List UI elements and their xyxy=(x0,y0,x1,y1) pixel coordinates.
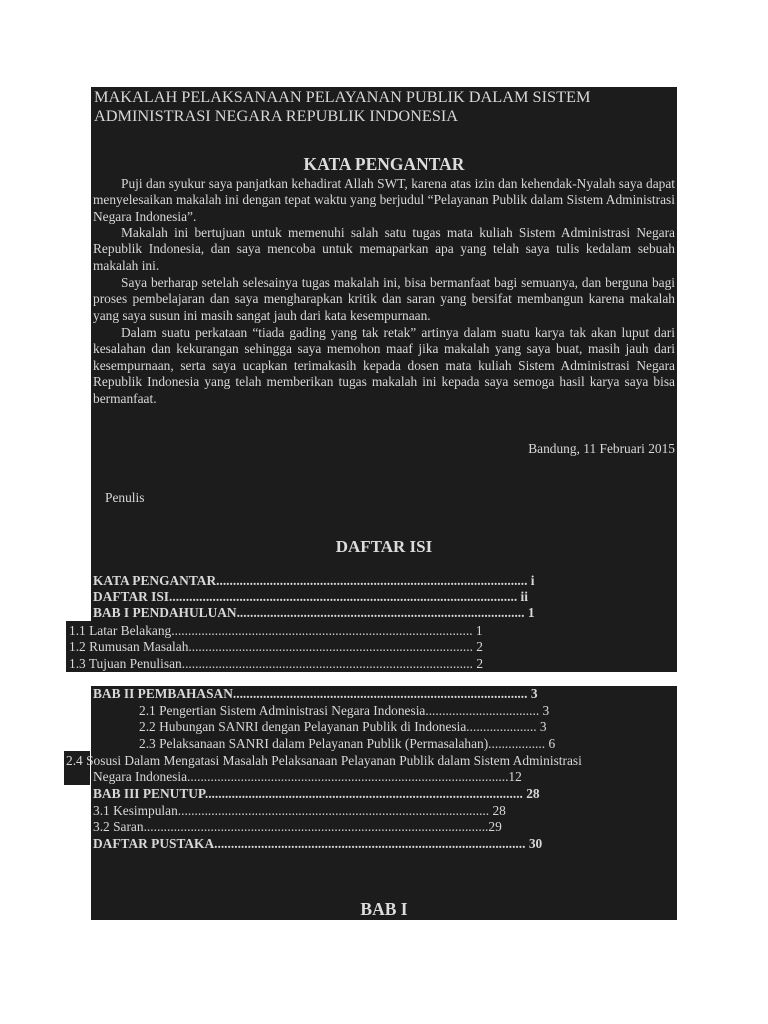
toc-entry-2-1: 2.1 Pengertian Sistem Administrasi Negara Indonesia.................................. 3 xyxy=(139,703,550,718)
toc-entry-2-2: 2.2 Hubungan SANRI dengan Pelayanan Publik di Indonesia..................... 3 xyxy=(139,719,547,734)
toc-entry-daftar-pustaka: DAFTAR PUSTAKA............................................................................................. 30 xyxy=(93,836,543,851)
document-title-line2: ADMINISTRASI NEGARA REPUBLIK INDONESIA xyxy=(94,106,459,125)
daftar-isi-heading: DAFTAR ISI xyxy=(335,537,433,556)
kata-pengantar-heading: KATA PENGANTAR xyxy=(303,154,465,174)
place-date: Bandung, 11 Februari 2015 xyxy=(528,441,675,456)
toc-entry-1-2: 1.2 Rumusan Masalah..................................................................................... 2 xyxy=(69,639,483,654)
toc-entry-3-1: 3.1 Kesimpulan............................................................................................. 28 xyxy=(93,803,506,818)
paragraph-4: Dalam suatu perkataan “tiada gading yang tak retak” artinya dalam suatu karya tak akan luput dari kesalahan dan kekurangan sehingga saya memohon maaf jika makalah yang saya buat, masih jauh dari kesempurnaan, serta saya ucapkan terimakasih kepada dosen mata kuliah Sistem Administrasi Negara Republik Indonesia yang telah memberikan tugas makalah ini kepada saya semoga hasil karya saya bisa bermanfaat. xyxy=(93,325,675,406)
paragraph-2: Makalah ini bertujuan untuk memenuhi salah satu tugas mata kuliah Sistem Administrasi Negara Republik Indonesia, dan saya mencoba untuk memaparkan apa yang telah saya tulis kedalam sebuah makalah ini. xyxy=(93,225,675,273)
paragraph-1: Puji dan syukur saya panjatkan kehadirat Allah SWT, karena atas izin dan kehendak-Nyalah saya dapat menyelesaikan makalah ini dengan tepat waktu yang berjudul “Pelayanan Publik dalam Sistem Administrasi Negara Indonesia”. xyxy=(93,176,675,224)
toc-entry-daftar-isi: DAFTAR ISI........................................................................................................ ii xyxy=(93,589,528,604)
toc-entry-bab-2: BAB II PEMBAHASAN........................................................................................ 3 xyxy=(93,686,538,701)
signature-penulis: Penulis xyxy=(105,490,145,505)
document-title-line1: MAKALAH PELAKSANAAN PELAYANAN PUBLIK DALAM SISTEM xyxy=(94,87,591,106)
paragraph-3: Saya berharap setelah selesainya tugas makalah ini, bisa bermanfaat bagi semuanya, dan berguna bagi proses pembelajaran dan saya mengharapkan kritik dan saran yang bersifat membangun karena makalah yang saya susun ini masih sangat jauh dari kata kesempurnaan. xyxy=(93,275,675,323)
toc-entry-1-1: 1.1 Latar Belakang.......................................................................................... 1 xyxy=(69,623,483,638)
toc-entry-2-4-cont: Negara Indonesia................................................................................................12 xyxy=(93,769,522,784)
bab-1-heading: BAB I xyxy=(360,899,408,919)
toc-entry-bab-1: BAB I PENDAHULUAN...................................................................................... 1 xyxy=(93,605,535,620)
toc-entry-2-4: 2.4 Sosusi Dalam Mengatasi Masalah Pelaksanaan Pelayanan Publik dalam Sistem Administrasi xyxy=(66,753,582,768)
toc-entry-3-2: 3.2 Saran.......................................................................................................29 xyxy=(93,819,502,834)
toc-entry-bab-3: BAB III PENUTUP............................................................................................... 28 xyxy=(93,786,540,801)
toc-entry-2-3: 2.3 Pelaksanaan SANRI dalam Pelayanan Publik (Permasalahan)................. 6 xyxy=(139,736,556,751)
toc-entry-1-3: 1.3 Tujuan Penulisan....................................................................................... 2 xyxy=(69,656,484,671)
toc-entry-kata-pengantar: KATA PENGANTAR............................................................................................. i xyxy=(93,573,535,588)
